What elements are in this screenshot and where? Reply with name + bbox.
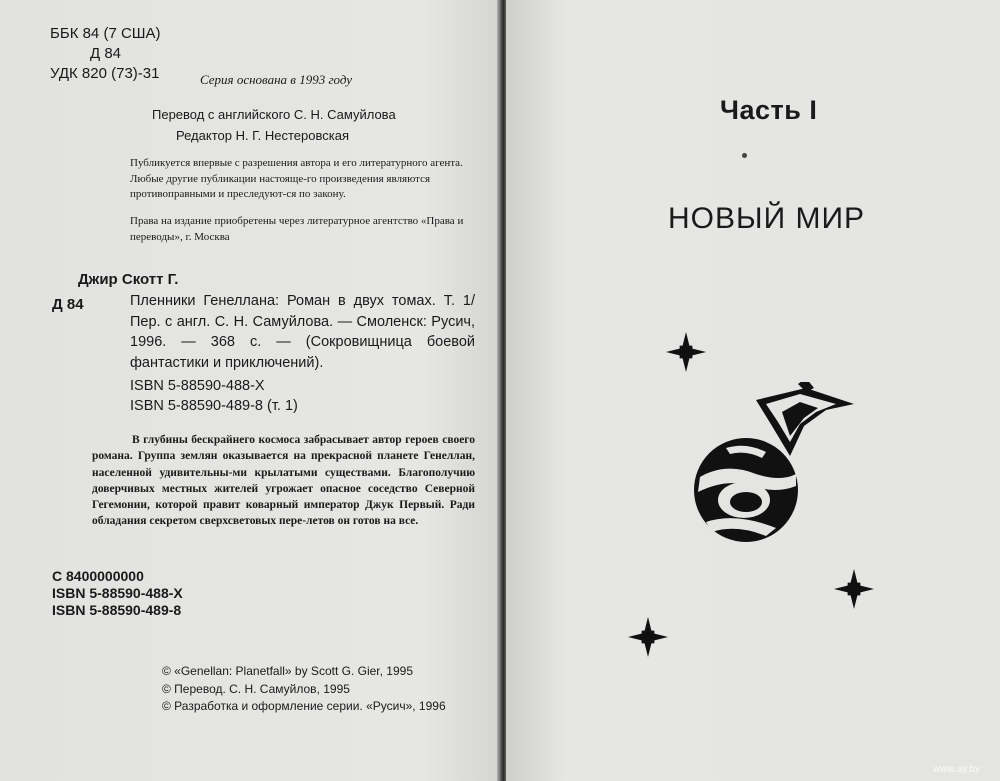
catalog-line: С 8400000000 xyxy=(52,568,144,584)
part-title: НОВЫЙ МИР xyxy=(668,202,866,235)
classification-codes xyxy=(50,24,161,84)
isbn-block xyxy=(130,376,298,416)
agency-notice: Права на издание приобретены через литературное агентство «Права и переводы», г. Москва xyxy=(130,215,464,243)
star-icon xyxy=(664,330,708,374)
rights-text: Публикуется впервые с разрешения автора и его литературного агента. Любые другие публикации настояще-го произведения являются противоправными и преследуют-ся по закону. xyxy=(130,157,463,200)
catalog-line: ISBN 5-88590-488-X xyxy=(52,585,183,601)
annotation: В глубины бескрайнего космоса забрасывает автор героев своего романа. Группа землян оказывается на прекрасной планете Генеллан, населенной удивительны-ми крылатыми существами. Благополучию доверчивых местных жителей угрожает опасное соседство Северной Гегемонии, которой правит коварный император Джук Первый. Ради обладания секретом сверхсветовых пере-летов он готов на все. xyxy=(92,434,475,528)
editor-credit: Редактор Н. Г. Нестеровская xyxy=(176,128,349,143)
author-heading: Джир Скотт Г. xyxy=(78,271,179,288)
watermark: www.ay.by xyxy=(932,764,980,775)
isbn-line: ISBN 5-88590-489-8 (т. 1) xyxy=(130,398,298,414)
bbk-code: ББК 84 (7 США) xyxy=(50,25,161,42)
isbn-line: ISBN 5-88590-488-X xyxy=(130,378,265,394)
credits xyxy=(152,104,396,146)
star-icon xyxy=(626,615,670,659)
copyright-line: © «Genellan: Planetfall» by Scott G. Gier, 1995 xyxy=(162,664,413,678)
catalog-block xyxy=(52,568,183,619)
dot-ornament xyxy=(742,153,747,158)
copyright-block xyxy=(162,663,446,716)
copyright-line: © Разработка и оформление серии. «Русич», 1996 xyxy=(162,699,446,713)
planet-ship-emblem xyxy=(686,382,856,552)
star-icon xyxy=(832,567,876,611)
catalog-line: ISBN 5-88590-489-8 xyxy=(52,602,182,618)
rights-notice xyxy=(130,156,475,203)
part-label: Часть I xyxy=(720,95,818,125)
translator-credit: Перевод с английского С. Н. Самуйлова xyxy=(152,107,396,122)
series-note: Серия основана в 1993 году xyxy=(200,72,353,87)
udk-code: УДК 820 (73)-31 xyxy=(50,65,160,82)
author-mark: Д 84 xyxy=(90,45,122,62)
right-page xyxy=(506,0,1000,781)
index-code: Д 84 xyxy=(52,296,84,313)
copyright-line: © Перевод. С. Н. Самуйлов, 1995 xyxy=(162,681,350,696)
bibliographic-description: Пленники Генеллана: Роман в двух томах. Т. 1/Пер. с англ. С. Н. Самуйлова. — Смоленск: Русич, 1996. — 368 с. — (Сокровищница боевой фантастики и приключений). xyxy=(130,293,475,371)
